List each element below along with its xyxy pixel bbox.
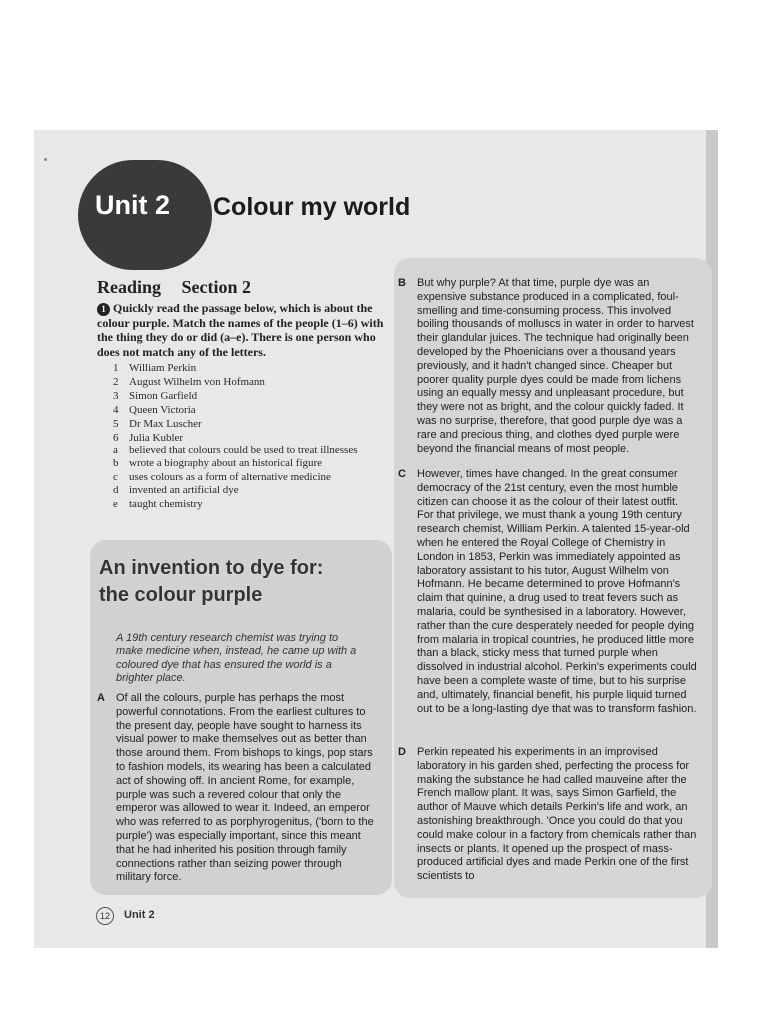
list-item: c uses colours as a form of alternative medicine — [113, 470, 331, 483]
list-item: e taught chemistry — [113, 497, 203, 510]
instruction-text: Quickly read the passage below, which is about the colour purple. Match the names of the people (1–6) with the thing they do or did (a–e). There is one person who does not match any of the letters. — [97, 301, 384, 359]
section-number: Section 2 — [181, 277, 252, 297]
paragraph-letter: B — [398, 277, 406, 289]
list-item: a believed that colours could be used to treat illnesses — [113, 444, 358, 456]
list-item: 5 Dr Max Luscher — [113, 418, 202, 430]
paragraph-d — [398, 746, 697, 884]
list-item: b wrote a biography about an historical figure — [113, 457, 323, 470]
section-name: Reading — [97, 277, 162, 297]
paragraph-letter: D — [398, 746, 406, 758]
actions-list — [113, 444, 383, 511]
paragraph-text: However, times have changed. In the great consumer democracy of the 21st century, even the most humble citizen can choose it as the colour of their latest outfit. For that privilege, we must thank a young 19th century research chemist, William Perkin. A talented 15-year-old when he entered the Royal College of Chemistry in London in 1853, Perkin was immediately appointed as laboratory assistant to his tutor, August Wilhelm von Hofmann. He became determined to prove Hofmann's claim that quinine, a drug used to treat fevers such as malaria, could be synthesised in a laboratory. However, rather than the cure desperately needed for people dying from malaria in tropical countries, he produced little more than a black, sticky mess that turned purple when dissolved in industrial alcohol. Perkin's experiments could have been a complete waste of time, but to his surprise and, ultimately, financial benefit, his purple liquid turned out to be a long-lasting dye that was to transform fashion. — [417, 468, 697, 715]
paragraph-letter: C — [398, 468, 406, 480]
list-item: 1 William Perkin — [113, 362, 197, 374]
paragraph-text: Perkin repeated his experiments in an improvised laboratory in his garden shed, perfecting the process for making the substance he had called mauveine after the French mallow plant. It was, says Simon Garfield, the author of Mauve which details Perkin's life and work, an astonishing breakthrough. 'Once you could do that you could make colour in a factory from chemicals rather than insects or plants. It opened up the prospect of mass-produced artificial dyes and made Perkin one of the first scientists to — [417, 746, 697, 883]
list-item: 4 Queen Victoria — [113, 404, 196, 416]
paragraph-text: Of all the colours, purple has perhaps the most powerful connotations. From the earliest cultures to the present day, people have sought to harness its visual power to make themselves out as better than those around them. From bishops to kings, pop stars to fashion models, its wearing has been a calculated act of showing off. In ancient Rome, for example, purple was such a revered colour that only the emperor was allowed to wear it. Indeed, an emperor who was referred to as porphyrogenitus, ('born to the purple') was especially important, since this meant that he had inherited his position through family connections rather than seizing power through military force. — [116, 692, 374, 884]
list-item: d invented an artificial dye — [113, 484, 239, 497]
footer-unit: Unit 2 — [124, 909, 155, 921]
page-number: 12 — [96, 907, 114, 925]
paragraph-b — [398, 277, 697, 456]
page-mark — [44, 158, 47, 161]
paragraph-letter: A — [97, 692, 105, 704]
people-list — [113, 361, 265, 445]
section-heading — [97, 277, 251, 298]
article-intro: A 19th century research chemist was trying to make medicine when, instead, he came up with a coloured dye that has ensured the world is a brighter place. — [116, 632, 357, 684]
list-item: 3 Simon Garfield — [113, 390, 198, 402]
list-item: 6 Julia Kubler — [113, 432, 184, 444]
paragraph-a — [97, 692, 376, 885]
exercise-number: 1 — [97, 303, 110, 316]
exercise-instruction — [97, 301, 387, 360]
list-item: 2 August Wilhelm von Hofmann — [113, 376, 265, 388]
unit-label: Unit 2 — [95, 190, 171, 220]
unit-title: Colour my world — [213, 193, 411, 221]
article-title: An invention to dye for: the colour purple — [99, 557, 324, 606]
paragraph-c — [398, 468, 697, 716]
paragraph-text: But why purple? At that time, purple dye was an expensive substance produced in a complicated, foul-smelling and time-consuming process. This involved boiling thousands of molluscs in water in order to harvest their glandular juices. The technique had originally been developed by the Phoenicians over a thousand years previously, and it hadn't changed since. Cheaper but poorer quality purple dyes could be made from lichens using an equally messy and unpleasant procedure, but they were not as bright, and the colour quickly faded. It was no surprise, therefore, that good purple dye was a rare and precious thing, and clothes dyed purple were beyond the financial means of most people. — [417, 277, 694, 455]
